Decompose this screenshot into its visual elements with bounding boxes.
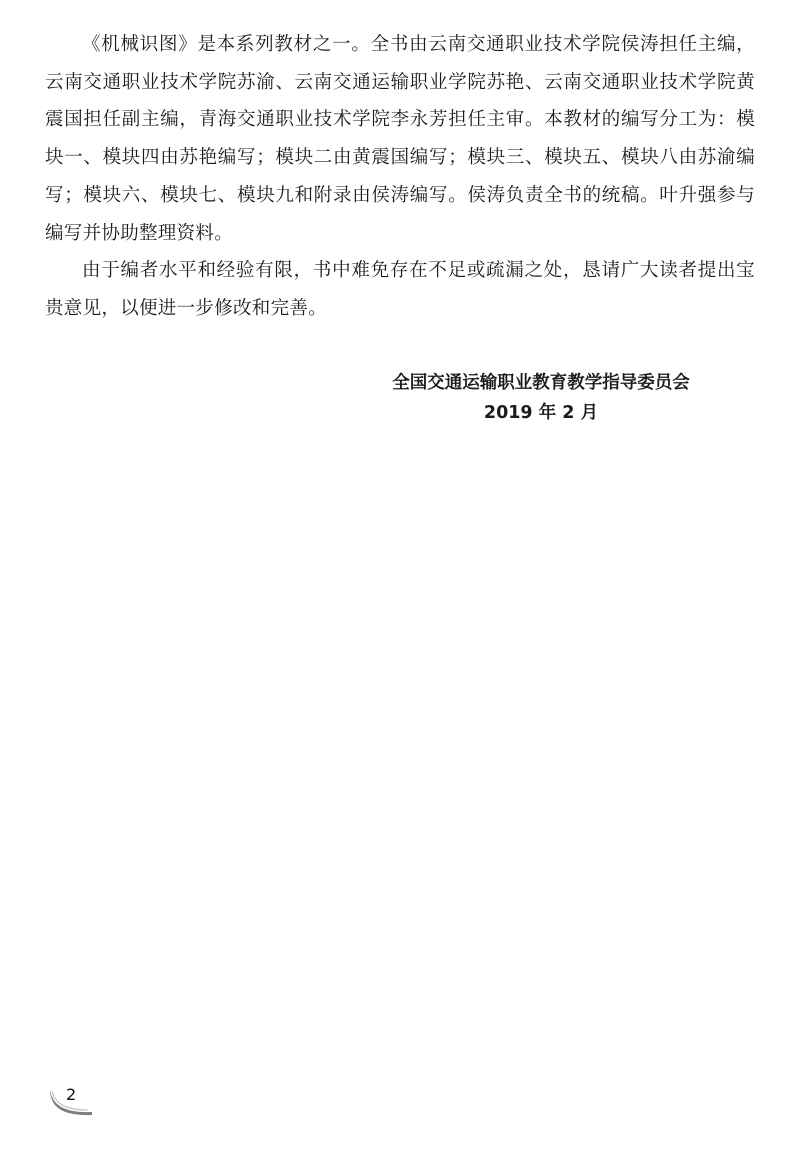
page-number: 2 bbox=[66, 1085, 77, 1104]
signature-block bbox=[366, 368, 716, 428]
signature-organization: 全国交通运输职业教育教学指导委员会 bbox=[392, 373, 690, 393]
preface-paragraph-1: 《机械识图》是本系列教材之一。全书由云南交通职业技术学院侯涛担任主编，云南交通职业技术学院苏渝、云南交通运输职业学院苏艳、云南交通职业技术学院黄震国担任副主编，青海交通职业技术学院李永芳担任主审。本教材的编写分工为：模块一、模块四由苏艳编写；模块二由黄震国编写；模块三、模块五、模块八由苏渝编写；模块六、模块七、模块九和附录由侯涛编写。侯涛负责全书的统稿。叶升强参与编写并协助整理资料。 bbox=[45, 34, 755, 244]
page-number-footer bbox=[48, 1085, 94, 1121]
preface-paragraph-2: 由于编者水平和经验有限，书中难免存在不足或疏漏之处，恳请广大读者提出宝贵意见，以便进一步修改和完善。 bbox=[45, 260, 755, 319]
page-body bbox=[45, 26, 755, 328]
signature-date: 2019 年 2 月 bbox=[483, 403, 599, 423]
